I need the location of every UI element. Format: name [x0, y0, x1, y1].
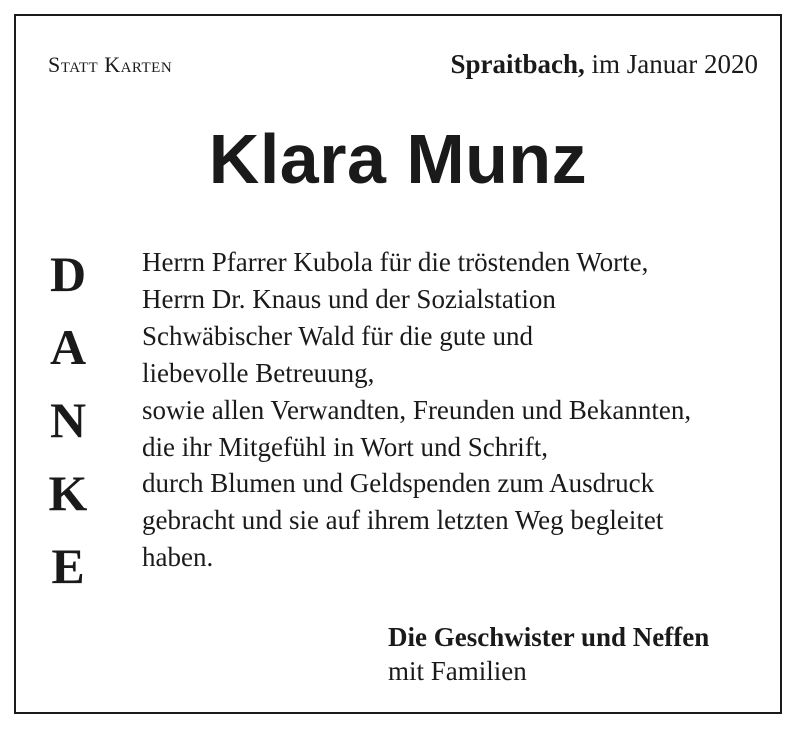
- thanks-line: durch Blumen und Geldspenden zum Ausdruck: [142, 468, 655, 499]
- danke-letter: K: [48, 465, 88, 521]
- danke-letter: D: [49, 246, 87, 302]
- signature-block: [388, 620, 709, 688]
- place-label: Spraitbach,: [450, 49, 585, 79]
- thanks-line: liebevolle Betreuung,: [142, 357, 375, 388]
- deceased-name: Klara Munz: [208, 120, 588, 198]
- thanks-line: sowie allen Verwandten, Freunden und Bekannten,: [142, 394, 692, 425]
- thanks-line: Herrn Pfarrer Kubola für die tröstenden Worte,: [142, 247, 649, 277]
- signature-addition: mit Familien: [388, 656, 527, 686]
- statt-karten-label: Statt Karten: [48, 52, 173, 77]
- thanks-line: Schwäbischer Wald für die gute und: [142, 320, 533, 351]
- date-label: im Januar 2020: [584, 49, 758, 79]
- thanks-line: haben.: [142, 542, 214, 573]
- obituary-notice: [14, 14, 782, 714]
- thanks-line: Herrn Dr. Knaus und der Sozialstation: [142, 283, 556, 314]
- thanks-text: [142, 244, 762, 576]
- place-date: [450, 51, 758, 78]
- danke-letter: E: [51, 538, 85, 594]
- signature-family: Die Geschwister und Neffen: [388, 622, 710, 652]
- danke-letter: A: [49, 319, 87, 375]
- thanks-line: gebracht und sie auf ihrem letzten Weg begleitet: [142, 505, 664, 536]
- danke-letter: N: [49, 392, 87, 448]
- danke-vertical: [42, 238, 94, 603]
- thanks-line: die ihr Mitgefühl in Wort und Schrift,: [142, 431, 549, 462]
